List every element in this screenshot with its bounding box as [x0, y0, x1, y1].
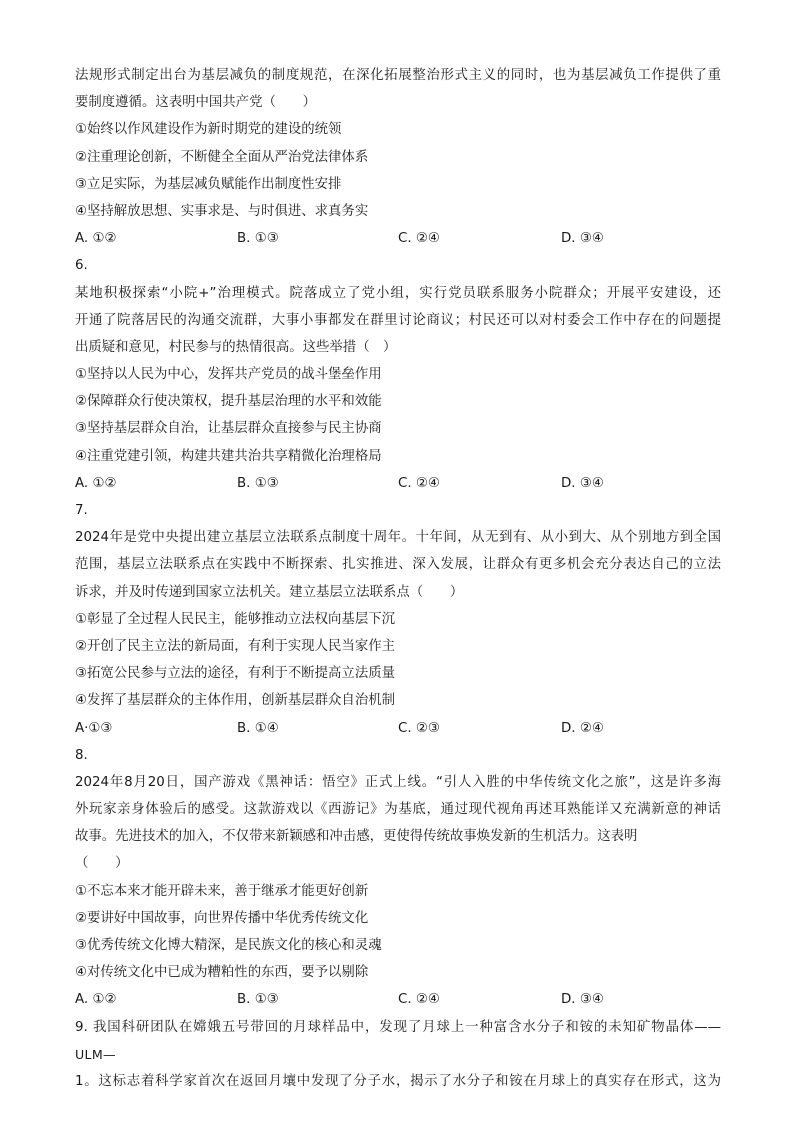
q6-choice: ④注重党建引领，构建共建共治共享精微化治理格局 — [75, 448, 382, 464]
q7-options — [75, 715, 721, 742]
q5-stem-line: 法规形式制定出台为基层减负的制度规范，在深化拓展整治形式主义的同时，也为基层减负工作提供了重 — [75, 68, 721, 83]
q7-choice: ①彰显了全过程人民民主，能够推动立法权向基层下沉 — [75, 611, 395, 627]
q6-choice: ①坚持以人民为中心，发挥共产党员的战斗堡垒作用 — [75, 367, 382, 383]
q9-stem-line: 9. 我国科研团队在嫦娥五号带回的月球样品中，发现了月球上一种富含水分子和铵的未知矿物晶体—— — [75, 1019, 721, 1035]
q8-choice: ②要讲好中国故事，向世界传播中华优秀传统文化 — [75, 910, 369, 926]
q5-option-a[interactable]: A. ①② — [75, 231, 117, 247]
q5-choice: ③立足实际，为基层减负赋能作出制度性安排 — [75, 176, 342, 192]
q5-stem-line: 要制度遵循。这表明中国共产党（ ） — [75, 95, 317, 111]
q7-choice: ③拓宽公民参与立法的途径，有利于不断提高立法质量 — [75, 666, 395, 682]
q6-stem-line: 开通了院落居民的沟通交流群，大事小事都发在群里讨论商议；村民还可以对村委会工作中存在的问题提 — [75, 312, 721, 328]
q8-stem-line: 外玩家亲身体验后的感受。这款游戏以《西游记》为基底，通过现代视角再述耳熟能详又充满新意的神话 — [75, 802, 721, 818]
q8-stem-line: 故事。先进技术的加入，不仅带来新颖感和冲击感，更使得传统故事焕发新的生机活力。这表明 — [75, 829, 638, 845]
q6-stem-line: 某地积极探索“小院+”治理模式。院落成立了党小组，实行党员联系服务小院群众；开展平安建设，还 — [75, 285, 721, 301]
q8-number: 8. — [75, 747, 88, 763]
q5-option-d[interactable]: D. ③④ — [561, 231, 604, 247]
q7-option-d[interactable]: D. ②④ — [561, 720, 604, 736]
q9-stem-line: ULM— — [75, 1046, 116, 1062]
q5-option-c[interactable]: C. ②④ — [398, 231, 440, 247]
q7-stem-line: 2024年是党中央提出建立基层立法联系点制度十周年。十年间，从无到有、从小到大、从个别地方到全国 — [75, 530, 721, 546]
q7-stem-line: 范围，基层立法联系点在实践中不断探索、扎实推进、深入发展，让群众有更多机会充分表达自己的立法 — [75, 557, 721, 573]
q8-choice: ④对传统文化中已成为糟粕性的东西，要予以剔除 — [75, 965, 369, 981]
q8-options — [75, 986, 721, 1013]
q7-option-c[interactable]: C. ②③ — [398, 720, 440, 736]
q8-option-c[interactable]: C. ②④ — [398, 992, 440, 1008]
q5-choice: ②注重理论创新，不断健全全面从严治党法律体系 — [75, 149, 369, 165]
q6-stem-line: 出质疑和意见，村民参与的热情很高。这些举措（ ） — [75, 339, 397, 355]
q6-options — [75, 470, 721, 497]
q6-option-b[interactable]: B. ①③ — [237, 475, 279, 491]
q8-choice: ③优秀传统文化博大精深，是民族文化的核心和灵魂 — [75, 938, 382, 953]
q9-stem-line: 1。这标志着科学家首次在返回月壤中发现了分子水，揭示了水分子和铵在月球上的真实存在形式，这为 — [75, 1073, 721, 1089]
q6-choice: ②保障群众行使决策权，提升基层治理的水平和效能 — [75, 394, 382, 410]
q5-option-b[interactable]: B. ①③ — [237, 231, 279, 247]
q7-choice: ④发挥了基层群众的主体作用，创新基层群众自治机制 — [75, 693, 395, 709]
q8-stem-line: （ ） — [75, 856, 129, 872]
exam-content — [75, 62, 721, 1095]
q7-option-b[interactable]: B. ①④ — [237, 720, 279, 736]
q5-options — [75, 225, 721, 252]
q7-option-a[interactable]: A·①③ — [75, 720, 113, 736]
q8-option-d[interactable]: D. ③④ — [561, 992, 604, 1008]
q7-number: 7. — [75, 503, 88, 518]
q7-stem-line: 诉求，并及时传递到国家立法机关。建立基层立法联系点（ ） — [75, 584, 464, 600]
q6-option-a[interactable]: A. ①② — [75, 475, 117, 491]
q8-option-a[interactable]: A. ①② — [75, 992, 117, 1008]
q8-choice: ①不忘本来才能开辟未来，善于继承才能更好创新 — [75, 883, 369, 899]
q5-choice: ①始终以作风建设作为新时期党的建设的统领 — [75, 122, 342, 138]
q6-option-d[interactable]: D. ③④ — [561, 475, 604, 491]
q8-option-b[interactable]: B. ①③ — [237, 992, 279, 1008]
q8-stem-line: 2024年8月20日，国产游戏《黑神话：悟空》正式上线。“引人入胜的中华传统文化之旅”，这是许多海 — [75, 774, 721, 790]
q6-option-c[interactable]: C. ②④ — [398, 475, 440, 491]
q6-number: 6. — [75, 258, 88, 274]
q7-choice: ②开创了民主立法的新局面，有利于实现人民当家作主 — [75, 638, 395, 654]
q6-choice: ③坚持基层群众自治，让基层群众直接参与民主协商 — [75, 421, 382, 437]
q5-choice: ④坚持解放思想、实事求是、与时俱进、求真务实 — [75, 203, 369, 219]
